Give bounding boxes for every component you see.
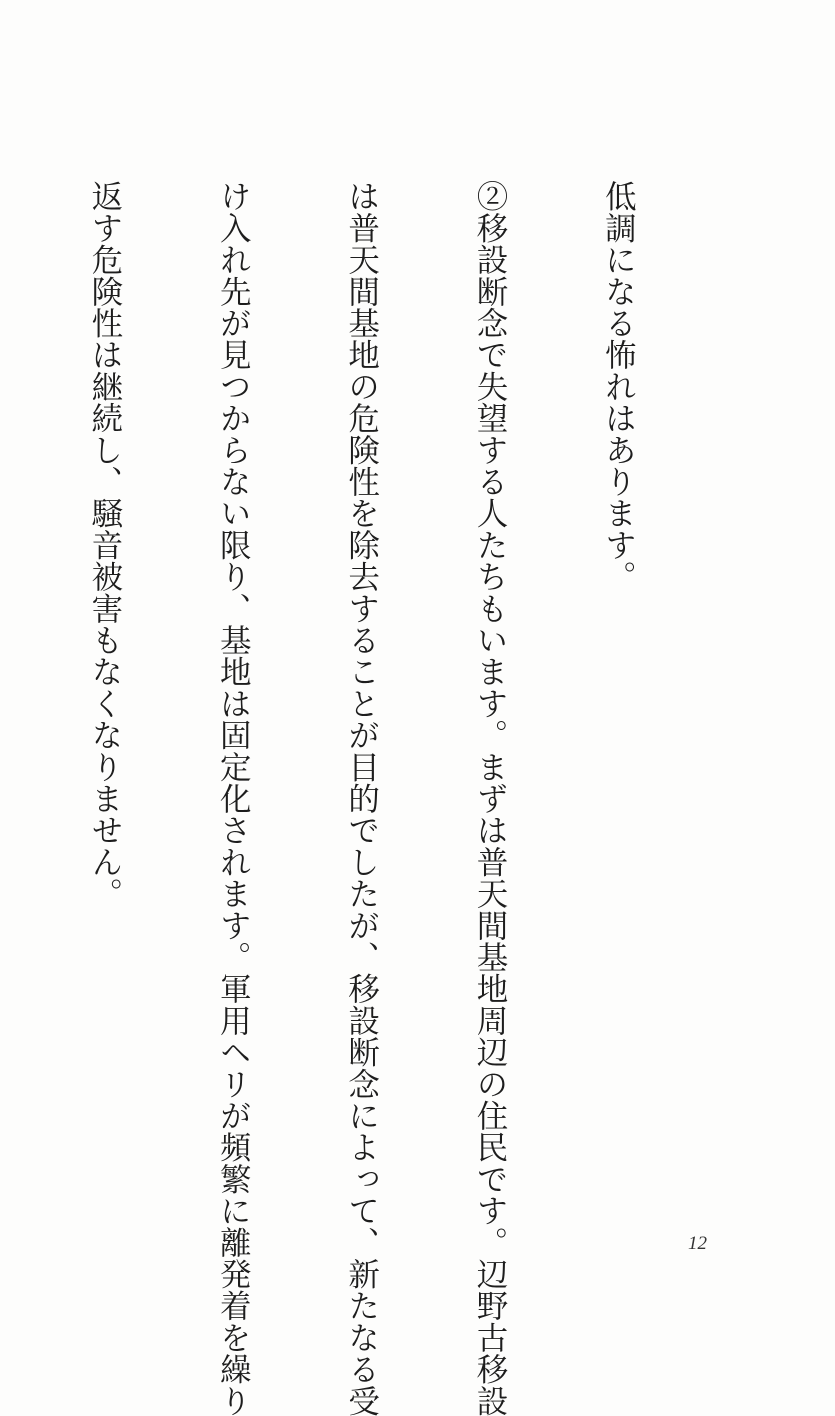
page-number: 12 [688, 1233, 707, 1254]
text-line: ②移設断念で失望する人たちもいます。まずは普天間基地周辺の住民です。辺野古移設 [472, 180, 509, 1416]
text-line: は普天間基地の危険性を除去することが目的でしたが、移設断念によって、新たなる受 [343, 180, 380, 1416]
text-line: け入れ先が見つからない限り、基地は固定化されます。軍用ヘリが頻繁に離発着を繰り [215, 180, 252, 1416]
text-line: 返す危険性は継続し、騒音被害もなくなりません。 [86, 180, 123, 910]
text-line: 低調になる怖れはあります。 [600, 180, 637, 593]
